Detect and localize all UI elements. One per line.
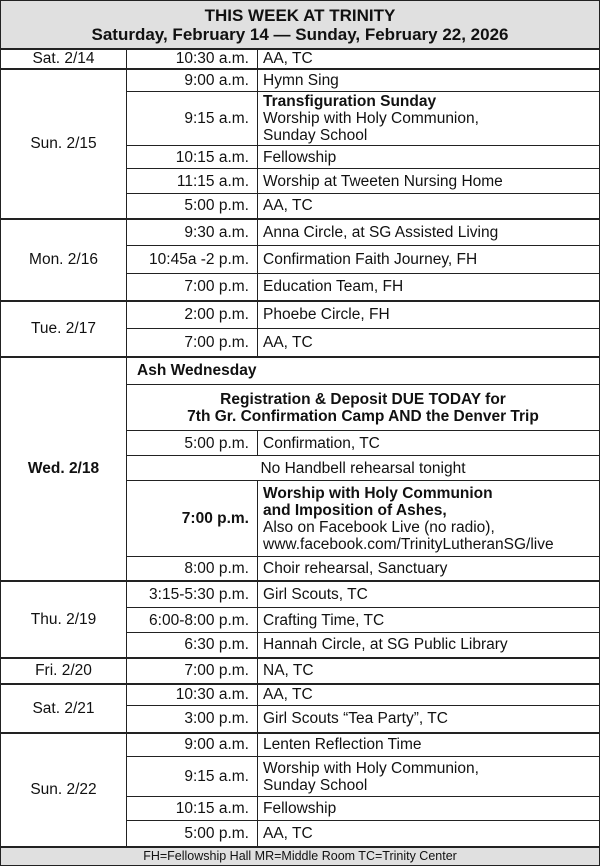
event-time: 9:30 a.m. (127, 219, 258, 246)
event-description: Worship at Tweeten Nursing Home (258, 169, 600, 194)
event-description: AA, TC (258, 821, 600, 847)
event-line: Also on Facebook Live (no radio), (263, 518, 495, 536)
event-time: 9:00 a.m. (127, 733, 258, 757)
header-row (1, 1, 600, 49)
registration-notice (127, 385, 600, 431)
event-description: Girl Scouts “Tea Party”, TC (258, 706, 600, 733)
day-label: Tue. 2/17 (1, 301, 127, 357)
event-time: 9:15 a.m. (127, 92, 258, 146)
schedule-row (1, 69, 600, 92)
schedule-row (1, 49, 600, 69)
notice-line: Registration & Deposit DUE TODAY for (220, 390, 506, 408)
event-time: 10:15 a.m. (127, 797, 258, 821)
event-title: Transfiguration Sunday (263, 93, 437, 110)
event-description: Fellowship (258, 797, 600, 821)
event-description: Hymn Sing (258, 69, 600, 92)
event-title: and Imposition of Ashes, (263, 501, 447, 519)
event-description: Lenten Reflection Time (258, 733, 600, 757)
day-label: Fri. 2/20 (1, 658, 127, 684)
event-time: 6:30 p.m. (127, 633, 258, 658)
schedule-row (1, 219, 600, 246)
event-description: Phoebe Circle, FH (258, 301, 600, 329)
event-line: www.facebook.com/TrinityLutheranSG/live (263, 535, 554, 553)
event-time: 10:30 a.m. (127, 49, 258, 69)
event-time: 5:00 p.m. (127, 194, 258, 219)
event-time: 5:00 p.m. (127, 431, 258, 456)
event-time: 9:00 a.m. (127, 69, 258, 92)
day-label: Wed. 2/18 (1, 357, 127, 581)
day-label: Sun. 2/15 (1, 69, 127, 219)
event-description: Girl Scouts, TC (258, 581, 600, 608)
schedule-row (1, 733, 600, 757)
day-label: Sun. 2/22 (1, 733, 127, 847)
day-label: Sat. 2/21 (1, 684, 127, 733)
event-time: 11:15 a.m. (127, 169, 258, 194)
page-title: THIS WEEK AT TRINITY (204, 5, 396, 25)
event-time: 8:00 p.m. (127, 557, 258, 581)
legend-footer: FH=Fellowship Hall MR=Middle Room TC=Trinity Center (1, 847, 600, 866)
notice-line: 7th Gr. Confirmation Camp AND the Denver Trip (187, 407, 539, 425)
event-time: 9:15 a.m. (127, 757, 258, 797)
event-description: Confirmation Faith Journey, FH (258, 246, 600, 274)
event-description: Anna Circle, at SG Assisted Living (258, 219, 600, 246)
event-description: Choir rehearsal, Sanctuary (258, 557, 600, 581)
event-line: Sunday School (263, 127, 368, 144)
day-label: Mon. 2/16 (1, 219, 127, 301)
schedule-row (1, 684, 600, 706)
event-time: 10:30 a.m. (127, 684, 258, 706)
event-description: AA, TC (258, 49, 600, 69)
event-time: 7:00 p.m. (127, 658, 258, 684)
event-time: 5:00 p.m. (127, 821, 258, 847)
event-description (258, 92, 600, 146)
day-label: Sat. 2/14 (1, 49, 127, 69)
event-title: Worship with Holy Communion (263, 484, 493, 502)
schedule-row (1, 301, 600, 329)
event-description (258, 757, 600, 797)
event-description: AA, TC (258, 194, 600, 219)
event-time: 7:00 p.m. (127, 274, 258, 301)
schedule-row (1, 357, 600, 385)
event-time: 10:45a -2 p.m. (127, 246, 258, 274)
event-title (127, 357, 600, 385)
event-time: 7:00 p.m. (127, 329, 258, 357)
event-description (258, 481, 600, 557)
event-description: NA, TC (258, 658, 600, 684)
schedule-row (1, 581, 600, 608)
header-cell (1, 1, 600, 49)
schedule-row (1, 658, 600, 684)
event-time: 10:15 a.m. (127, 146, 258, 169)
event-time: 2:00 p.m. (127, 301, 258, 329)
event-time: 3:15-5:30 p.m. (127, 581, 258, 608)
page-subtitle: Saturday, February 14 — Sunday, February 22, 2026 (91, 24, 509, 44)
event-time: 7:00 p.m. (127, 481, 258, 557)
event-time: 6:00-8:00 p.m. (127, 608, 258, 633)
event-description: Hannah Circle, at SG Public Library (258, 633, 600, 658)
event-description: Education Team, FH (258, 274, 600, 301)
event-description: Fellowship (258, 146, 600, 169)
ash-wednesday-label: Ash Wednesday (137, 362, 257, 380)
footer-row (1, 847, 600, 866)
event-line: Worship with Holy Communion, (263, 110, 479, 127)
handbell-notice: No Handbell rehearsal tonight (127, 456, 600, 481)
event-line: Worship with Holy Communion, (263, 759, 479, 777)
event-time: 3:00 p.m. (127, 706, 258, 733)
event-line: Sunday School (263, 776, 368, 794)
event-description: Confirmation, TC (258, 431, 600, 456)
event-description: AA, TC (258, 684, 600, 706)
event-description: Crafting Time, TC (258, 608, 600, 633)
day-label: Thu. 2/19 (1, 581, 127, 658)
event-description: AA, TC (258, 329, 600, 357)
